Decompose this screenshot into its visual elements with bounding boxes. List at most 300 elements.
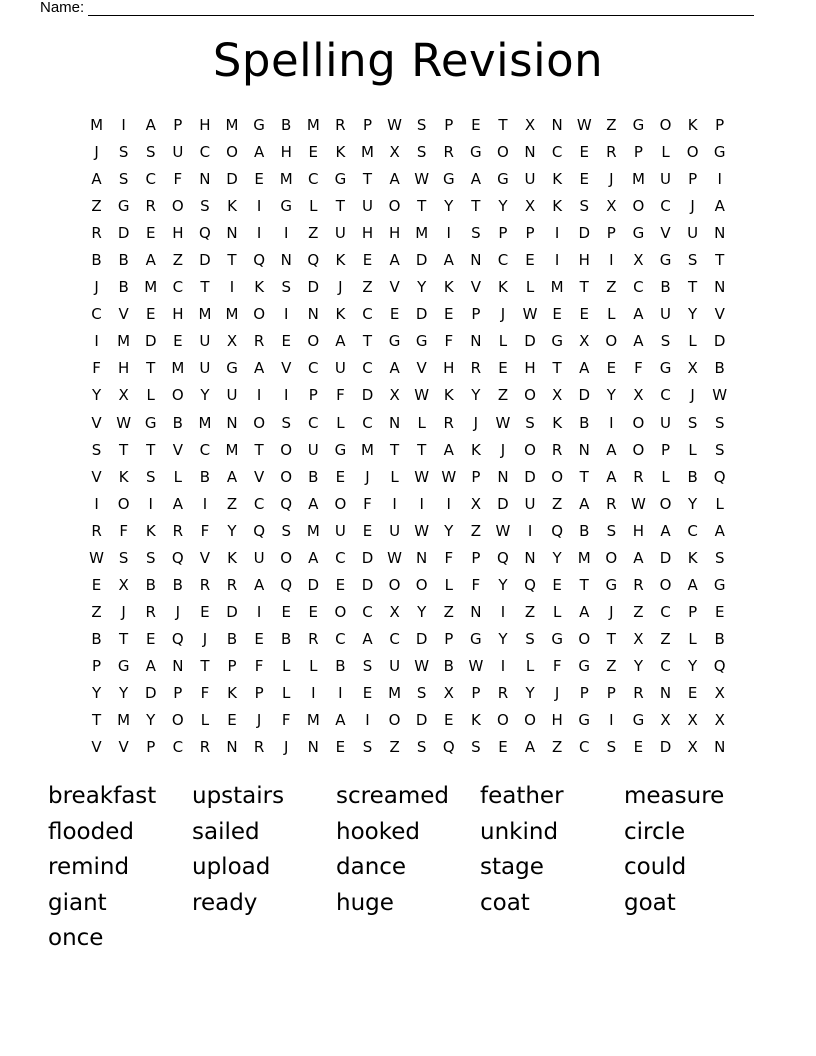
grid-letter: I [121,116,126,134]
grid-letter: Y [552,548,562,567]
grid-letter: H [551,711,563,730]
grid-letter: R [633,683,644,702]
grid-letter: C [362,359,373,378]
grid-letter: H [172,305,184,324]
grid-letter: A [308,548,319,567]
grid-letter: R [606,494,617,513]
grid-letter: R [606,143,617,162]
grid-letter: Y [688,494,698,513]
grid-letter: K [470,440,481,459]
grid-letter: Y [91,386,102,405]
grid-letter: H [172,224,184,243]
grid-letter: C [172,738,184,757]
grid-letter: Y [91,683,102,702]
grid-letter: A [226,467,238,486]
grid-letter: A [660,521,671,540]
grid-letter: X [633,251,644,270]
grid-letter: N [524,548,536,567]
word-list-item: circle [624,818,686,845]
grid-letter: F [444,548,454,567]
grid-letter: M [90,116,104,134]
grid-letter: W [414,521,430,540]
grid-letter: O [388,711,401,730]
grid-letter: E [444,305,454,324]
grid-letter: M [306,116,320,134]
grid-letter: J [202,629,208,648]
grid-letter: D [144,683,157,702]
grid-letter: Q [442,738,455,757]
grid-letter: X [226,332,238,351]
grid-letter: O [171,711,184,730]
grid-letter: B [443,656,454,675]
grid-letter: G [632,116,645,134]
grid-letter: N [226,413,238,432]
grid-letter: H [524,359,536,378]
grid-letter: E [552,575,562,594]
grid-letter: R [308,629,319,648]
grid-letter: Z [660,629,671,648]
grid-letter: J [500,305,506,324]
grid-letter: E [444,711,454,730]
grid-letter: J [500,440,506,459]
grid-letter: E [579,143,589,162]
grid-letter: V [118,305,129,324]
grid-letter: U [660,413,671,432]
grid-letter: L [309,197,318,216]
name-blank-line[interactable] [88,0,754,16]
grid-letter: O [280,548,293,567]
grid-letter: O [334,602,347,621]
grid-letter: E [335,575,346,594]
grid-letter: F [336,386,345,405]
grid-letter: X [633,629,644,648]
grid-letter: A [714,197,725,216]
grid-letter: O [524,386,536,405]
grid-letter: O [659,575,672,594]
grid-letter: I [94,332,99,351]
grid-letter: M [117,711,131,730]
grid-letter: X [389,143,400,162]
grid-letter: I [148,494,153,513]
grid-letter: O [171,386,184,405]
grid-letter: V [714,305,725,324]
grid-letter: T [146,440,156,459]
grid-letter: T [498,116,508,134]
grid-letter: E [687,683,698,702]
grid-letter: W [414,170,430,189]
grid-letter: K [552,197,563,216]
grid-letter: E [633,738,644,757]
grid-letter: Y [471,386,481,405]
grid-letter: O [686,143,699,162]
grid-letter: X [118,575,129,594]
grid-letter: L [200,711,210,730]
grid-letter: O [551,467,564,486]
grid-letter: Z [226,494,238,513]
grid-letter: I [229,278,235,297]
grid-letter: K [443,278,454,297]
grid-letter: G [632,711,645,730]
grid-letter: A [714,521,725,540]
grid-letter: B [226,629,238,648]
grid-letter: V [660,224,671,243]
grid-letter: V [281,359,292,378]
grid-letter: R [199,575,211,594]
grid-letter: P [471,548,481,567]
name-field [40,0,754,16]
grid-letter: O [388,575,401,594]
grid-letter: P [146,738,156,757]
grid-letter: F [363,494,372,513]
grid-letter: P [92,656,102,675]
grid-letter: E [227,711,237,730]
grid-letter: G [659,251,672,270]
grid-letter: X [579,332,590,351]
grid-letter: P [715,116,725,134]
grid-letter: R [226,575,238,594]
grid-letter: V [416,359,427,378]
grid-letter: B [335,656,346,675]
grid-letter: P [606,683,616,702]
grid-letter: O [280,440,293,459]
grid-letter: O [632,413,645,432]
grid-letter: D [578,386,591,405]
word-list-item: could [624,854,687,880]
grid-letter: S [606,738,617,757]
grid-letter: L [661,467,670,486]
grid-letter: C [308,359,319,378]
grid-letter: V [253,467,265,486]
grid-letter: E [498,359,508,378]
grid-letter: N [714,738,726,757]
grid-letter: Q [713,656,726,675]
grid-letter: C [145,170,156,189]
grid-letter: K [687,548,698,567]
grid-letter: A [172,494,183,513]
grid-letter: O [659,494,672,513]
grid-letter: D [307,575,320,594]
grid-letter: W [89,548,104,567]
grid-letter: S [200,197,210,216]
grid-letter: J [121,602,126,621]
grid-letter: G [280,197,293,216]
grid-letter: U [226,386,238,405]
grid-letter: T [254,440,264,459]
grid-letter: X [714,711,725,730]
grid-letter: E [335,467,346,486]
grid-letter: W [387,116,402,134]
grid-letter: D [524,332,536,351]
grid-letter: M [577,548,591,567]
grid-letter: H [280,143,292,162]
grid-letter: N [416,548,428,567]
grid-letter: G [117,656,130,675]
grid-letter: S [118,143,129,162]
grid-letter: L [552,602,562,621]
grid-letter: U [334,224,346,243]
grid-letter: D [659,548,672,567]
grid-letter: M [279,170,293,189]
grid-letter: C [633,278,644,297]
grid-letter: E [389,305,400,324]
grid-letter: X [389,386,400,405]
grid-letter: Z [606,656,617,675]
grid-letter: Z [606,116,617,134]
grid-letter: G [578,656,591,675]
grid-letter: Q [280,575,293,594]
grid-letter: Y [417,602,427,621]
grid-letter: S [714,413,725,432]
grid-letter: G [497,170,509,189]
grid-letter: K [335,251,346,270]
grid-letter: K [498,278,508,297]
grid-letter: D [199,251,211,270]
grid-letter: A [253,575,265,594]
grid-letter: B [579,521,590,540]
grid-letter: U [524,494,536,513]
grid-letter: G [334,170,347,189]
grid-letter: D [415,629,428,648]
grid-letter: P [579,683,589,702]
grid-letter: E [145,305,156,324]
grid-letter: E [498,738,508,757]
grid-letter: T [227,251,237,270]
grid-letter: N [470,602,482,621]
grid-letter: C [660,602,671,621]
grid-letter: U [660,305,671,324]
grid-letter: E [552,305,562,324]
grid-letter: I [446,494,451,513]
grid-letter: K [552,170,563,189]
word-list-item: flooded [48,818,134,845]
grid-letter: X [470,494,481,513]
grid-letter: K [335,143,346,162]
grid-letter: E [362,683,373,702]
grid-letter: X [660,711,671,730]
grid-letter: E [362,521,373,540]
grid-letter: K [470,711,481,730]
word-list-item: breakfast [48,783,157,809]
grid-letter: P [173,116,183,134]
word-list-item: ready [192,889,258,916]
grid-letter: V [389,278,400,297]
grid-letter: G [470,629,482,648]
grid-letter: G [551,332,563,351]
grid-letter: R [145,197,156,216]
grid-letter: G [632,224,645,243]
grid-letter: A [579,494,590,513]
grid-letter: E [254,170,264,189]
grid-letter: P [688,602,698,621]
grid-letter: G [605,575,618,594]
grid-letter: L [607,305,616,324]
grid-letter: Y [606,386,616,405]
grid-letter: S [416,683,427,702]
grid-letter: Z [470,521,481,540]
grid-letter: G [334,440,347,459]
grid-letter: P [471,467,481,486]
grid-letter: Y [444,521,454,540]
grid-letter: Z [633,602,644,621]
grid-letter: A [389,359,400,378]
grid-letter: A [443,251,454,270]
grid-letter: A [145,251,156,270]
grid-letter: J [94,143,99,162]
grid-letter: I [554,251,560,270]
grid-letter: R [253,332,265,351]
grid-letter: G [117,197,130,216]
grid-letter: V [172,440,183,459]
grid-letter: C [362,305,373,324]
grid-letter: G [578,711,591,730]
grid-letter: C [578,738,590,757]
grid-letter: N [551,116,563,134]
grid-letter: X [606,197,617,216]
grid-letter: D [361,386,374,405]
grid-letter: N [714,278,726,297]
grid-letter: P [688,170,698,189]
grid-letter: Q [307,251,320,270]
grid-letter: I [527,521,533,540]
grid-letter: S [714,548,725,567]
page-title: Spelling Revision [212,34,604,87]
grid-letter: D [361,548,374,567]
grid-letter: U [334,359,346,378]
grid-letter: E [145,224,156,243]
grid-letter: I [283,224,289,243]
grid-letter: A [253,143,265,162]
grid-letter: K [227,548,237,567]
grid-letter: S [525,629,535,648]
grid-letter: V [91,738,102,757]
word-list-item: giant [48,889,107,916]
grid-letter: T [579,278,589,297]
grid-letter: P [173,683,183,702]
grid-letter: N [226,738,238,757]
grid-letter: K [552,413,563,432]
grid-letter: J [690,197,695,216]
grid-letter: A [633,548,644,567]
grid-letter: S [606,521,617,540]
grid-letter: D [144,332,157,351]
grid-letter: T [606,629,616,648]
grid-letter: W [495,413,511,432]
grid-letter: T [362,170,373,189]
word-list-item: goat [624,889,676,916]
grid-letter: W [414,386,430,405]
grid-letter: H [632,521,645,540]
grid-letter: C [308,413,319,432]
grid-letter: M [415,224,429,243]
grid-letter: L [282,683,291,702]
grid-letter: O [415,575,428,594]
grid-letter: B [687,467,698,486]
grid-letter: P [254,683,264,702]
grid-letter: W [576,116,592,134]
grid-letter: I [256,224,262,243]
grid-letter: S [525,413,535,432]
word-list-item: hooked [336,818,420,845]
grid-letter: J [283,738,289,757]
grid-letter: E [579,170,589,189]
grid-letter: W [414,467,430,486]
grid-letter: J [690,386,695,405]
grid-letter: W [414,656,430,675]
grid-letter: G [713,143,726,162]
grid-letter: Q [551,521,564,540]
grid-letter: K [687,116,698,134]
grid-letter: L [525,278,535,297]
grid-letter: E [281,602,291,621]
grid-letter: L [688,629,697,648]
grid-letter: E [525,251,535,270]
grid-letter: D [415,251,428,270]
grid-letter: J [175,602,181,621]
grid-letter: D [307,278,320,297]
grid-letter: X [389,602,400,621]
grid-letter: L [688,440,697,459]
grid-letter: Z [172,251,183,270]
grid-letter: S [281,413,291,432]
grid-letter: P [633,143,643,162]
grid-letter: T [688,278,698,297]
grid-letter: W [495,521,511,540]
grid-letter: E [335,738,346,757]
grid-letter: Z [91,602,102,621]
grid-letter: M [225,116,239,134]
grid-letter: N [714,224,726,243]
grid-letter: I [500,656,506,675]
grid-letter: H [578,251,590,270]
grid-letter: N [470,251,482,270]
grid-letter: S [471,224,481,243]
grid-letter: N [388,413,401,432]
grid-letter: U [660,170,671,189]
grid-letter: M [225,305,239,324]
grid-letter: Q [713,467,726,486]
word-list-item: huge [336,889,394,916]
grid-letter: Y [498,629,508,648]
grid-letter: R [551,440,563,459]
word-list-item: upload [192,854,271,880]
grid-letter: T [579,467,589,486]
grid-letter: B [91,629,102,648]
grid-letter: T [91,711,102,730]
grid-letter: L [498,332,508,351]
grid-letter: I [202,494,208,513]
grid-letter: L [282,656,291,675]
grid-letter: O [497,711,509,730]
grid-letter: Q [199,224,211,243]
grid-letter: Y [688,305,698,324]
grid-letter: F [444,332,454,351]
grid-letter: I [609,711,614,730]
grid-letter: S [416,738,427,757]
grid-letter: A [145,656,156,675]
grid-letter: U [334,521,346,540]
grid-letter: C [687,521,698,540]
grid-letter: U [199,359,211,378]
grid-letter: U [524,170,536,189]
grid-letter: F [119,521,128,540]
grid-letter: O [253,305,266,324]
grid-letter: L [417,413,426,432]
grid-letter: S [145,548,156,567]
grid-letter: V [91,413,102,432]
grid-letter: P [227,656,237,675]
grid-letter: A [91,170,102,189]
grid-letter: R [633,575,644,594]
